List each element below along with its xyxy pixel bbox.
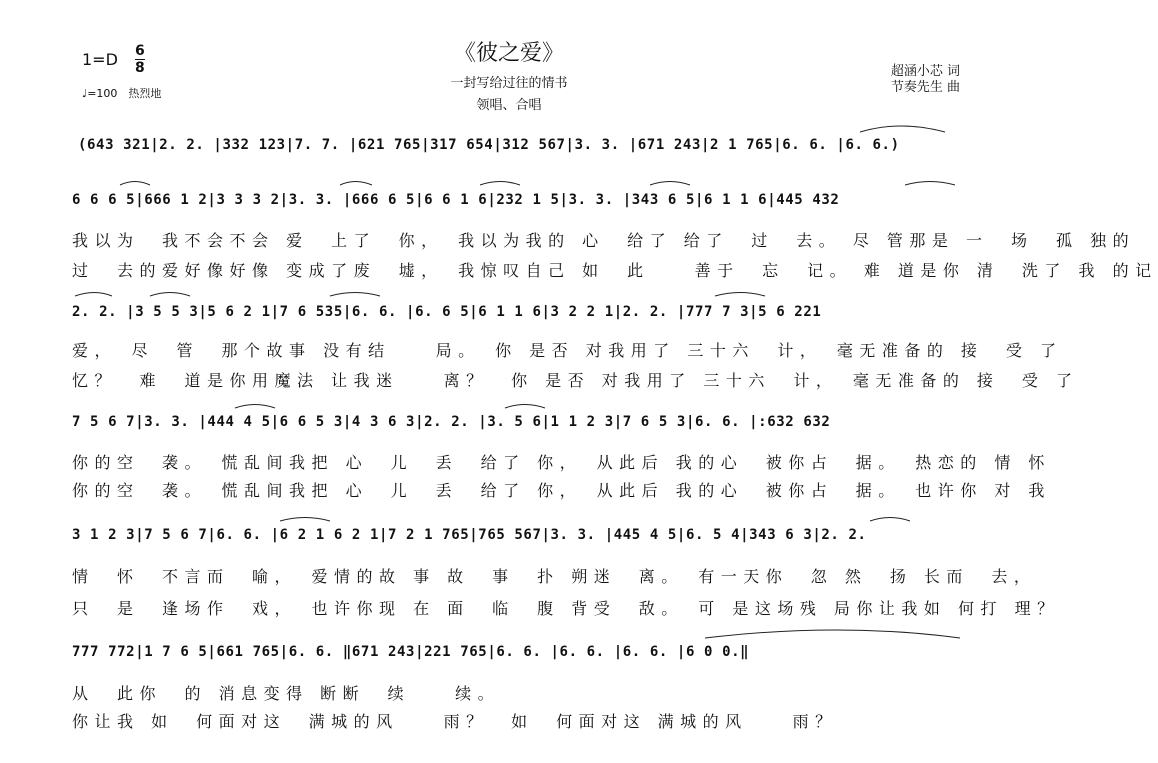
lyrics-4-verse-2: 你的空 袭。 慌乱间我把 心 儿 丢 给了 你， 从此后 我的心 被你占 据。 也许你 对 我 — [72, 481, 1051, 500]
lyrics-5-verse-1: 情 怀 不言而 喻， 爱情的故 事 故 事 扑 朔迷 离。 有一天你 忽 然 扬 长而 去， — [72, 567, 1037, 586]
performers: 领唱、合唱 — [476, 98, 542, 113]
notation-line-2: 6 6 6 5|666 1 2|3 3 3 2|3. 3. |666 6 5|6 6 1 6|232 1 5|3. 3. |343 6 5|6 1 1 6|445 432 — [72, 192, 840, 208]
lyrics-6-verse-2: 你让我 如 何面对这 满城的风 雨？ 如 何面对这 满城的风 雨？ — [72, 712, 838, 731]
lyrics-3-verse-1: 爱， 尽 管 那个故事 没有结 局。 你 是否 对我用了 三十六 计， 毫无准备的 接 受 了 — [72, 341, 1063, 360]
lyrics-2-verse-2: 过 去的爱好像好像 变成了废 墟， 我惊叹自己 如 此 善于 忘 记。 难 道是你 清 洗了 我 的记 — [72, 261, 1158, 280]
notation-line-4: 7 5 6 7|3. 3. |444 4 5|6 6 5 3|4 3 6 3|2. 2. |3. 5 6|1 1 2 3|7 6 5 3|6. 6. |:632 632 — [72, 414, 831, 430]
lyrics-4-verse-1: 你的空 袭。 慌乱间我把 心 儿 丢 给了 你， 从此后 我的心 被你占 据。 热恋的 情 怀 — [72, 453, 1051, 472]
tempo-mark: ♩=100 热烈地 — [82, 87, 162, 100]
notation-line-5: 3 1 2 3|7 5 6 7|6. 6. |6 2 1 6 2 1|7 2 1 765|765 567|3. 3. |445 4 5|6. 5 4|343 6 3|2. 2. — [72, 527, 867, 543]
lyrics-5-verse-2: 只 是 逢场作 戏， 也许你现 在 面 临 腹 背受 敌。 可 是这场残 局你让我如 何打 理？ — [72, 599, 1060, 618]
composer-credit: 节奏先生 曲 — [890, 80, 960, 95]
notation-line-6: 777 772|1 7 6 5|661 765|6. 6. ‖671 243|221 765|6. 6. |6. 6. |6. 6. |6 0 0.‖ — [72, 644, 750, 660]
lyrics-3-verse-2: 忆？ 难 道是你用魔法 让我迷 离？ 你 是否 对我用了 三十六 计， 毫无准备的 接 受 了 — [72, 371, 1079, 390]
notation-line-1: (643 321|2. 2. |332 123|7. 7. |621 765|317 654|312 567|3. 3. |671 243|2 1 765|6. 6. |6. 6.) — [78, 137, 900, 153]
lyrics-2-verse-1: 我以为 我不会不会 爱 上了 你， 我以为我的 心 给了 给了 过 去。 尽 管那是 一 场 孤 独的 — [72, 231, 1136, 250]
song-subtitle: 一封写给过往的情书 — [450, 76, 568, 91]
lyricist-credit: 超涵小芯 词 — [890, 64, 960, 79]
notation-line-3: 2. 2. |3 5 5 3|5 6 2 1|7 6 535|6. 6. |6. 6 5|6 1 1 6|3 2 2 1|2. 2. |777 7 3|5 6 221 — [72, 304, 822, 320]
key-signature: 1=D — [82, 50, 118, 69]
song-title: 《彼之爱》 — [453, 41, 564, 66]
time-signature-top: 6 — [135, 43, 145, 59]
lyrics-6-verse-1: 从 此你 的 消息变得 断断 续 续。 — [72, 684, 501, 703]
time-signature-bottom: 8 — [135, 60, 145, 76]
